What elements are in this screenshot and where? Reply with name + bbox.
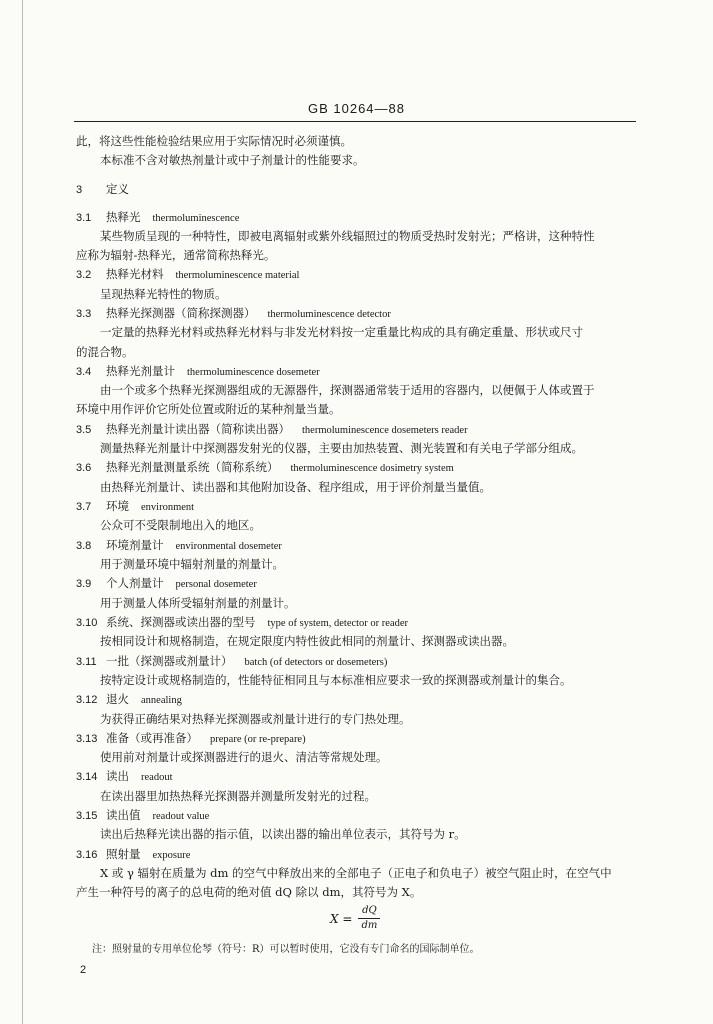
term-chinese: 热释光剂量计 (106, 364, 175, 378)
term-chinese: 定义 (106, 182, 129, 196)
term-heading (76, 266, 299, 284)
term-english: readout (141, 772, 173, 783)
paragraph-line: 为获得正确结果对热释光探测器或剂量计进行的专门热处理。 (100, 712, 411, 726)
term-heading (76, 768, 173, 786)
term-chinese: 热释光探测器（简称探测器） (106, 306, 256, 320)
paragraph-line: 一定量的热释光材料或热释光材料与非发光材料按一定重量比构成的具有确定重量、形状或尺寸 (100, 325, 583, 339)
term-english: thermoluminescence dosemeters reader (302, 425, 468, 436)
paragraph-line: 用于测量环境中辐射剂量的剂量计。 (100, 557, 284, 571)
term-heading (76, 363, 320, 381)
term-chinese: 环境 (106, 499, 129, 513)
footnote: 注：照射量的专用单位伦琴（符号：R）可以暂时使用，它没有专门命名的国际制单位。 (92, 944, 480, 955)
term-english: annealing (141, 695, 182, 706)
term-heading (76, 691, 182, 709)
term-number: 3.15 (76, 810, 98, 822)
term-number: 3.14 (76, 771, 98, 783)
paragraph-line: 由热释光剂量计、读出器和其他附加设备、程序组成，用于评价剂量当量值。 (100, 480, 491, 494)
term-number: 3.2 (76, 269, 92, 281)
paragraph-line: 呈现热释光特性的物质。 (100, 287, 227, 301)
term-chinese: 退火 (106, 692, 129, 706)
term-number: 3.12 (76, 694, 98, 706)
paragraph-line: 在读出器里加热热释光探测器并测量所发射光的过程。 (100, 789, 376, 803)
paragraph-line: X 或 γ 辐射在质量为 dm 的空气中释放出来的全部电子（正电子和负电子）被空气阻止时，在空气中 (100, 866, 612, 880)
term-chinese: 一批（探测器或剂量计） (106, 654, 233, 668)
paragraph-line: 使用前对剂量计或探测器进行的退火、清洁等常规处理。 (100, 750, 388, 764)
term-chinese: 环境剂量计 (106, 538, 164, 552)
paragraph-line: 的混合物。 (76, 345, 134, 359)
term-english: thermoluminescence (152, 213, 240, 224)
term-number: 3.11 (76, 656, 97, 668)
term-chinese: 热释光剂量测量系统（简称系统） (106, 460, 279, 474)
term-heading (76, 653, 387, 671)
term-chinese: 个人剂量计 (106, 576, 164, 590)
exposure-formula (330, 905, 380, 932)
page-number: 2 (80, 964, 87, 976)
term-english: exposure (152, 850, 191, 861)
term-chinese: 热释光剂量计读出器（简称读出器） (106, 422, 290, 436)
term-english: prepare (or re-prepare) (210, 734, 306, 745)
term-chinese: 系统、探测器或读出器的型号 (106, 615, 256, 629)
term-chinese: 热释光材料 (106, 267, 164, 281)
formula-denominator: dm (361, 920, 378, 931)
term-english: thermoluminescence dosimetry system (290, 463, 454, 474)
paragraph-line: 读出后热释光读出器的指示值，以读出器的输出单位表示，其符号为 r。 (100, 827, 466, 841)
section-heading (76, 181, 129, 198)
paragraph-line: 环境中用作评价它所处位置或附近的某种剂量当量。 (76, 402, 341, 416)
term-number: 3.9 (76, 578, 92, 590)
paragraph-line: 某些物质呈现的一种特性，即被电离辐射或紫外线辐照过的物质受热时发射光；严格讲，这种特性 (100, 229, 595, 243)
formula-fraction (358, 905, 380, 932)
paragraph-line: 按相同设计和规格制造，在规定限度内特性彼此相同的剂量计、探测器或读出器。 (100, 634, 514, 648)
term-chinese: 热释光 (106, 210, 141, 224)
paragraph-line: 按特定设计或规格制造的，性能特征相同且与本标准相应要求一致的探测器或剂量计的集合。 (100, 673, 572, 687)
paragraph-line: 公众可不受限制地出入的地区。 (100, 518, 261, 532)
term-number: 3.6 (76, 462, 92, 474)
term-chinese: 读出值 (106, 808, 141, 822)
paragraph-line: 本标准不含对敏热剂量计或中子剂量计的性能要求。 (100, 153, 365, 167)
fraction-bar (358, 918, 380, 919)
term-number: 3.5 (76, 424, 92, 436)
term-number: 3 (76, 184, 83, 196)
standard-header: GB 10264—88 (307, 101, 405, 116)
term-heading (76, 730, 306, 748)
term-heading (76, 421, 468, 439)
term-heading (76, 209, 239, 227)
term-heading (76, 807, 209, 825)
formula-lhs: X = (330, 911, 353, 926)
term-number: 3.10 (76, 617, 98, 629)
binding-edge-line (22, 0, 23, 1024)
paragraph-line: 此，将这些性能检验结果应用于实际情况时必须谨慎。 (76, 134, 352, 148)
term-heading (76, 305, 391, 323)
formula-numerator: dQ (362, 905, 377, 916)
header-rule (74, 121, 636, 122)
term-english: environmental dosemeter (175, 541, 282, 552)
term-english: type of system, detector or reader (267, 618, 409, 629)
term-heading (76, 498, 194, 516)
paragraph-line: 由一个或多个热释光探测器组成的无源器件，探测器通常装于适用的容器内，以便佩于人体或置于 (100, 383, 595, 397)
term-heading (76, 459, 454, 477)
term-heading (76, 537, 282, 555)
term-heading (76, 575, 257, 593)
term-heading (76, 846, 190, 864)
term-number: 3.8 (76, 540, 92, 552)
term-number: 3.1 (76, 212, 92, 224)
term-english: thermoluminescence dosemeter (187, 367, 320, 378)
paragraph-line: 用于测量人体所受辐射剂量的剂量计。 (100, 596, 296, 610)
paragraph-line: 产生一种符号的离子的总电荷的绝对值 dQ 除以 dm，其符号为 X。 (76, 885, 422, 899)
paragraph-line: 测量热释光剂量计中探测器发射光的仪器，主要由加热装置、测光装置和有关电子学部分组成。 (100, 441, 583, 455)
term-number: 3.4 (76, 366, 92, 378)
term-english: readout value (152, 811, 210, 822)
term-chinese: 准备（或再准备） (106, 731, 198, 745)
term-number: 3.7 (76, 501, 92, 513)
term-number: 3.13 (76, 733, 98, 745)
term-english: batch (of detectors or dosemeters) (244, 657, 388, 668)
term-chinese: 读出 (106, 769, 129, 783)
term-english: personal dosemeter (175, 579, 257, 590)
term-number: 3.3 (76, 308, 92, 320)
term-chinese: 照射量 (106, 847, 141, 861)
term-number: 3.16 (76, 849, 98, 861)
term-english: thermoluminescence detector (267, 309, 391, 320)
term-english: environment (141, 502, 195, 513)
paragraph-line: 应称为辐射-热释光，通常简称热释光。 (76, 248, 276, 262)
term-english: thermoluminescence material (175, 270, 300, 281)
term-heading (76, 614, 408, 632)
